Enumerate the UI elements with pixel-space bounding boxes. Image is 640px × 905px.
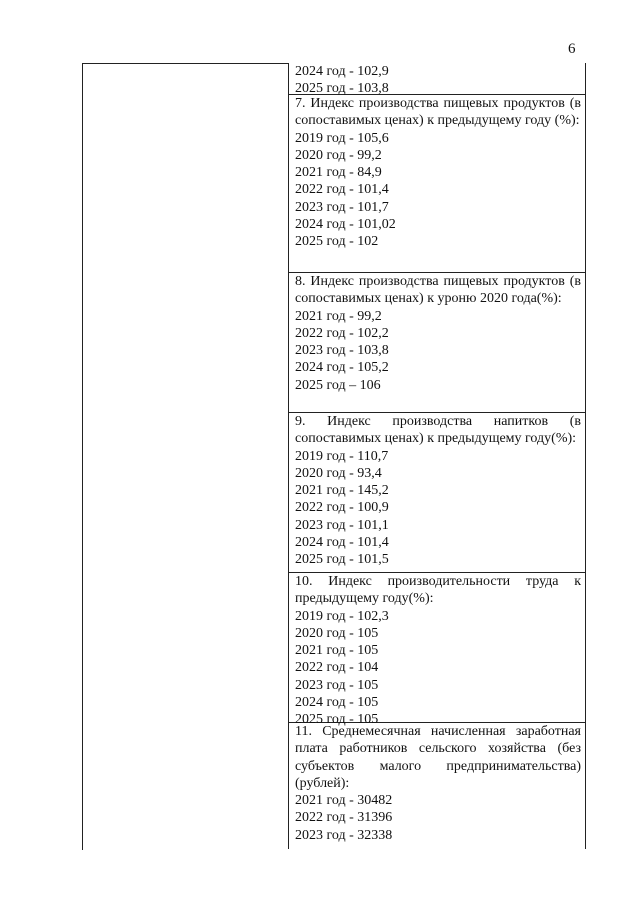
indicator-value-line: 2019 год - 102,3: [295, 608, 389, 624]
indicator-title: 7. Индекс производства пищевых продуктов (в сопоставимых ценах) к предыдущему году (%):: [295, 96, 581, 129]
indicator-cell: [289, 722, 585, 848]
indicator-cell: [289, 272, 585, 412]
indicator-value-line: 2022 год - 102,2: [295, 325, 389, 341]
indicator-title: 9. Индекс производства напитков (в сопоставимых ценах) к предыдущему году(%):: [295, 414, 581, 447]
indicator-value-line: 2024 год - 105: [295, 695, 379, 711]
indicator-value-line: 2023 год - 105: [295, 677, 379, 693]
indicator-value-line: 2022 год - 100,9: [295, 500, 389, 516]
indicator-value-line: 2019 год - 105,6: [295, 130, 389, 146]
indicator-value-line: 2021 год - 99,2: [295, 308, 382, 324]
indicator-value-line: 2024 год - 101,4: [295, 535, 389, 551]
indicator-value-line: 2024 год - 105,2: [295, 360, 389, 376]
indicator-cell: [289, 572, 585, 728]
indicator-table: [82, 63, 585, 849]
indicator-value-line: 2021 год - 30482: [295, 793, 393, 809]
indicator-value-line: 2020 год - 93,4: [295, 465, 382, 481]
indicator-value-line: 2022 год - 104: [295, 660, 379, 676]
indicator-value-line: 2023 год - 101,1: [295, 517, 389, 533]
indicator-value-line: 2021 год - 105: [295, 643, 379, 659]
indicator-value-line: 2025 год - 103,8: [295, 81, 389, 97]
indicator-cell: [289, 412, 585, 572]
indicator-value-line: 2020 год - 99,2: [295, 147, 382, 163]
table-left-column: [82, 63, 289, 850]
indicator-title: 11. Среднемесячная начисленная заработная плата работников сельского хозяйства (без субъектов малого предпринимательства) (рублей):: [295, 724, 581, 791]
indicator-value-line: 2025 год - 105: [295, 712, 379, 728]
indicator-value-line: 2020 год - 105: [295, 625, 379, 641]
indicator-value-line: 2023 год - 101,7: [295, 199, 389, 215]
indicator-title: 10. Индекс производительности труда к предыдущему году(%):: [295, 574, 581, 607]
indicator-value-line: 2023 год - 32338: [295, 827, 393, 843]
indicator-value-line: 2022 год - 101,4: [295, 182, 389, 198]
indicator-value-line: 2019 год - 110,7: [295, 448, 389, 464]
indicator-value-line: 2022 год - 31396: [295, 810, 393, 826]
indicator-cell: [289, 63, 585, 97]
indicator-value-line: 2021 год - 145,2: [295, 483, 389, 499]
indicator-value-line: 2024 год - 102,9: [295, 64, 389, 79]
indicator-value-line: 2021 год - 84,9: [295, 165, 382, 181]
indicator-value-line: 2025 год - 102: [295, 234, 379, 250]
indicator-title: 8. Индекс производства пищевых продуктов (в сопоставимых ценах) к уроню 2020 года(%):: [295, 274, 581, 307]
indicator-value-line: 2025 год – 106: [295, 377, 381, 393]
table-right-column: [288, 63, 586, 849]
page-number: 6: [568, 41, 576, 57]
indicator-value-line: 2023 год - 103,8: [295, 343, 389, 359]
indicator-value-line: 2024 год - 101,02: [295, 217, 396, 233]
indicator-value-line: 2025 год - 101,5: [295, 552, 389, 568]
indicator-cell: [289, 94, 585, 272]
